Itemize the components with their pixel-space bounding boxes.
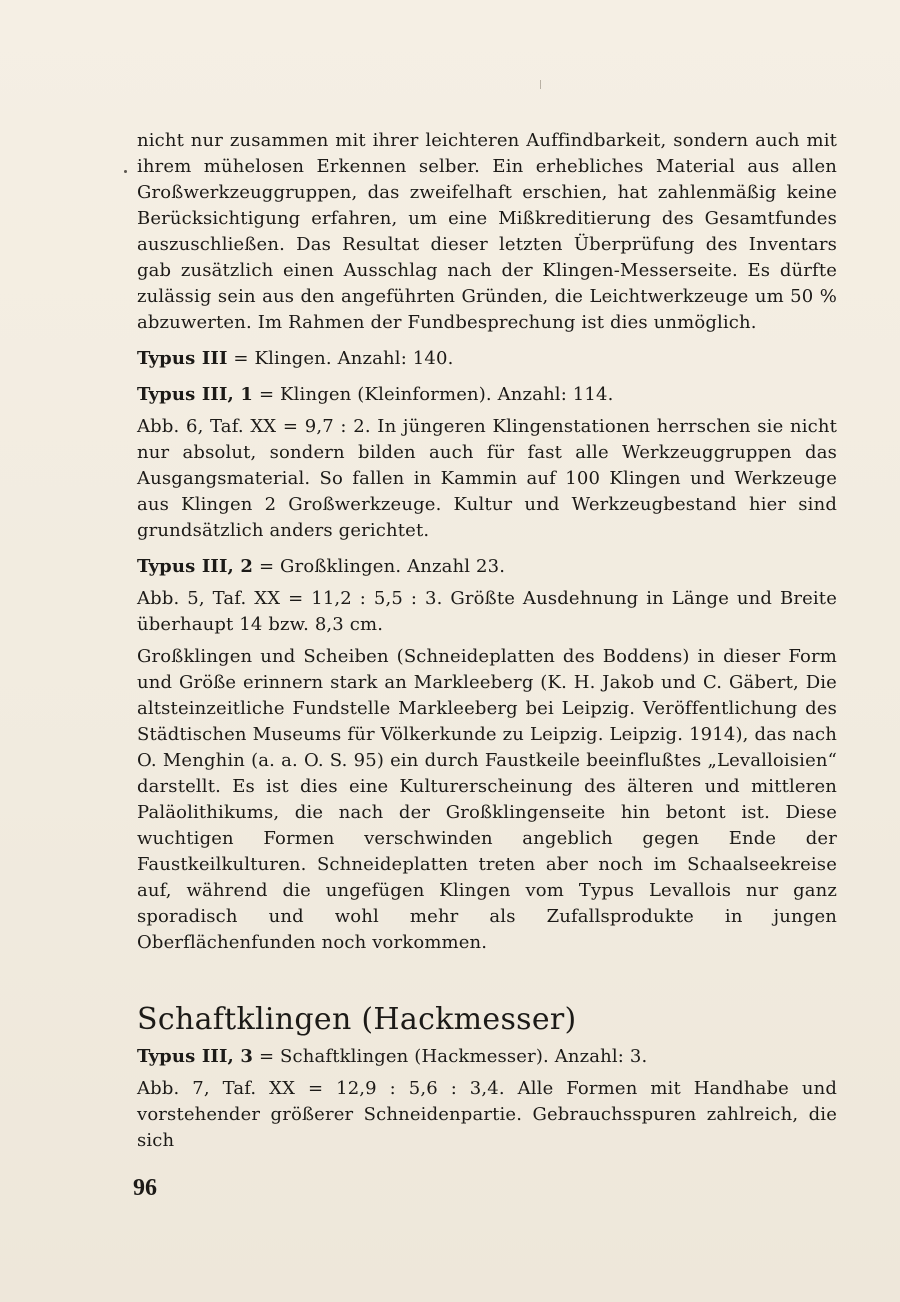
intro-paragraph: nicht nur zusammen mit ihrer leichteren Auffindbarkeit, sondern auch mit ihrem mühelosen Erkennen selber. Ein erhebliches Material aus allen Großwerkzeuggruppen, das zweifelhaft erschien, hat zahlenmäßig keine Berücksichtigung erfahren, um eine Mißkreditierung des Gesamtfundes auszuschließen. Das Resultat dieser letzten Überprüfung des Inventars gab zusätzlich einen Ausschlag nach der Klingen-Messerseite. Es dürfte zulässig sein aus den angeführten Gründen, die Leichtwerkzeuge um 50 % abzuwerten. Im Rahmen der Fundbesprechung ist dies unmöglich. [137, 130, 837, 333]
typus-3-1-paragraph: Abb. 6, Taf. XX = 9,7 : 2. In jüngeren Klingenstationen herrschen sie nicht nur absolut, sondern bilden auch für fast alle Werkzeuggruppen das Ausgangsmaterial. So fallen in Kammin auf 100 Klingen und Werkzeuge aus Klingen 2 Großwerkzeuge. Kultur und Werkzeugbestand hier sind grundsätzlich anders gerichtet. [137, 416, 837, 541]
paper-speck [124, 170, 127, 173]
typus-3-1-label: Typus III, 1 [137, 384, 254, 405]
typus-3-1-heading [137, 382, 837, 408]
typus-3-heading [137, 346, 837, 372]
typus-3-2-label: Typus III, 2 [137, 556, 254, 577]
typus-3-2-discussion: Großklingen und Scheiben (Schneideplatten des Boddens) in dieser Form und Größe erinnern stark an Markleeberg (K. H. Jakob und C. Gäbert, Die altsteinzeitliche Fundstelle Markleeberg bei Leipzig. Veröffentlichung des Städtischen Museums für Völkerkunde zu Leipzig. Leipzig. 1914), das nach O. Menghin (a. a. O. S. 95) ein durch Faustkeile beeinflußtes „Levalloisien“ darstellt. Es ist dies eine Kulturerscheinung des älteren und mittleren Paläolithikums, die nach der Großklingenseite hin betont ist. Diese wuchtigen Formen verschwinden angeblich gegen Ende der Faustkeilkulturen. Schneideplatten treten aber noch im Schaalseekreise auf, während die ungefügen Klingen vom Typus Levallois nur ganz sporadisch und wohl mehr als Zufallsprodukte in jungen Oberflächenfunden noch vorkommen. [137, 646, 837, 953]
typus-3-3-label: Typus III, 3 [137, 1046, 254, 1067]
typus-3-1-desc: = Klingen (Kleinformen). Anzahl: 114. [253, 384, 614, 405]
typus-3-2-desc: = Großklingen. Anzahl 23. [253, 556, 506, 577]
typus-3-2-paragraph: Abb. 5, Taf. XX = 11,2 : 5,5 : 3. Größte Ausdehnung in Länge und Breite überhaupt 14 bzw. 8,3 cm. [137, 588, 837, 635]
typus-3-desc: = Klingen. Anzahl: 140. [227, 348, 454, 369]
typus-3-3-paragraph: Abb. 7, Taf. XX = 12,9 : 5,6 : 3,4. Alle Formen mit Handhabe und vorstehender größerer Schneidenpartie. Gebrauchsspuren zahlreich, die sich [137, 1078, 837, 1151]
typus-3-3-heading [137, 1044, 837, 1070]
page-number: 96 [133, 1175, 157, 1201]
paper-mark [540, 80, 541, 89]
page-text-block [137, 128, 837, 1154]
typus-3-2-heading [137, 554, 837, 580]
typus-3-3-desc: = Schaftklingen (Hackmesser). Anzahl: 3. [253, 1046, 648, 1067]
typus-3-label: Typus III [137, 348, 228, 369]
section-title: Schaftklingen (Hackmesser) [137, 1002, 577, 1037]
